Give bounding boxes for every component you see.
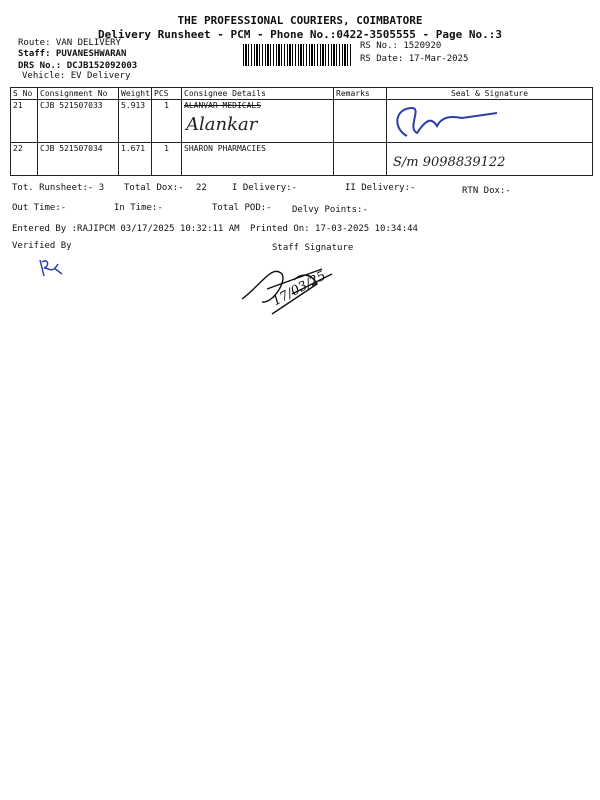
row-consignment: CJB 521507033 <box>38 100 119 143</box>
row-pcs: 1 <box>152 143 182 176</box>
rs-date: RS Date: 17-Mar-2025 <box>360 54 469 64</box>
row-sno: 21 <box>11 100 38 143</box>
company-title: THE PROFESSIONAL COURIERS, COIMBATORE <box>177 14 423 27</box>
handwritten-note: S/m 9098839122 <box>393 155 506 170</box>
total-dox-label: Total Dox:- <box>124 183 184 193</box>
entered-by: Entered By :RAJIPCM 03/17/2025 10:32:11 AM <box>12 224 240 234</box>
col-remarks: Remarks <box>334 88 387 100</box>
delivery-table <box>10 87 593 176</box>
staff-signature-label: Staff Signature <box>272 243 354 253</box>
row-pcs: 1 <box>152 100 182 143</box>
verified-initials-mark <box>36 256 66 282</box>
signature-stamp-mark <box>387 100 507 143</box>
delvy-points: Delvy Points:- <box>292 205 368 215</box>
table-header-row <box>11 88 593 100</box>
runsheet-subtitle: Delivery Runsheet - PCM - Phone No.:0422-3505555 - Page No.:3 <box>98 28 502 41</box>
ii-delivery: II Delivery:- <box>345 183 416 193</box>
route-label: Route: VAN DELIVERY <box>18 38 121 48</box>
rtn-dox: RTN Dox:- <box>462 186 511 196</box>
rs-number: RS No.: 1520920 <box>360 41 442 51</box>
col-consignment: Consignment No <box>38 88 119 100</box>
table-row <box>11 143 593 176</box>
table-row <box>11 100 593 143</box>
col-sno: S No <box>11 88 38 100</box>
consignee-name: ALANVAR MEDICALS <box>184 101 262 110</box>
row-remarks <box>334 143 387 176</box>
col-weight: Weight <box>119 88 152 100</box>
col-seal-signature: Seal & Signature <box>387 88 593 100</box>
handwritten-name: Alankar <box>186 114 258 135</box>
tot-runsheet: Tot. Runsheet:- 3 <box>12 183 105 193</box>
i-delivery: I Delivery:- <box>232 183 298 193</box>
vehicle-label: Vehicle: EV Delivery <box>22 71 131 81</box>
signature-date: 17/03/25 <box>270 268 329 310</box>
drs-number: DRS No.: DCJB152092003 <box>18 61 138 71</box>
row-consignee: SHARON PHARMACIES <box>182 143 334 176</box>
printed-on: Printed On: 17-03-2025 10:34:44 <box>250 224 418 234</box>
total-dox-value: 22 <box>196 183 207 193</box>
row-weight: 5.913 <box>119 100 152 143</box>
col-pcs: PCS <box>152 88 182 100</box>
out-time: Out Time:- <box>12 203 67 213</box>
verified-by-label: Verified By <box>12 241 72 251</box>
row-signature <box>387 100 593 143</box>
row-remarks <box>334 100 387 143</box>
in-time: In Time:- <box>114 203 163 213</box>
row-weight: 1.671 <box>119 143 152 176</box>
row-consignee <box>182 100 334 143</box>
row-signature <box>387 143 593 176</box>
col-consignee: Consignee Details <box>182 88 334 100</box>
staff-label: Staff: PUVANESHWARAN <box>18 49 127 59</box>
row-consignment: CJB 521507034 <box>38 143 119 176</box>
barcode-image <box>243 44 351 66</box>
row-sno: 22 <box>11 143 38 176</box>
total-pod: Total POD:- <box>212 203 272 213</box>
